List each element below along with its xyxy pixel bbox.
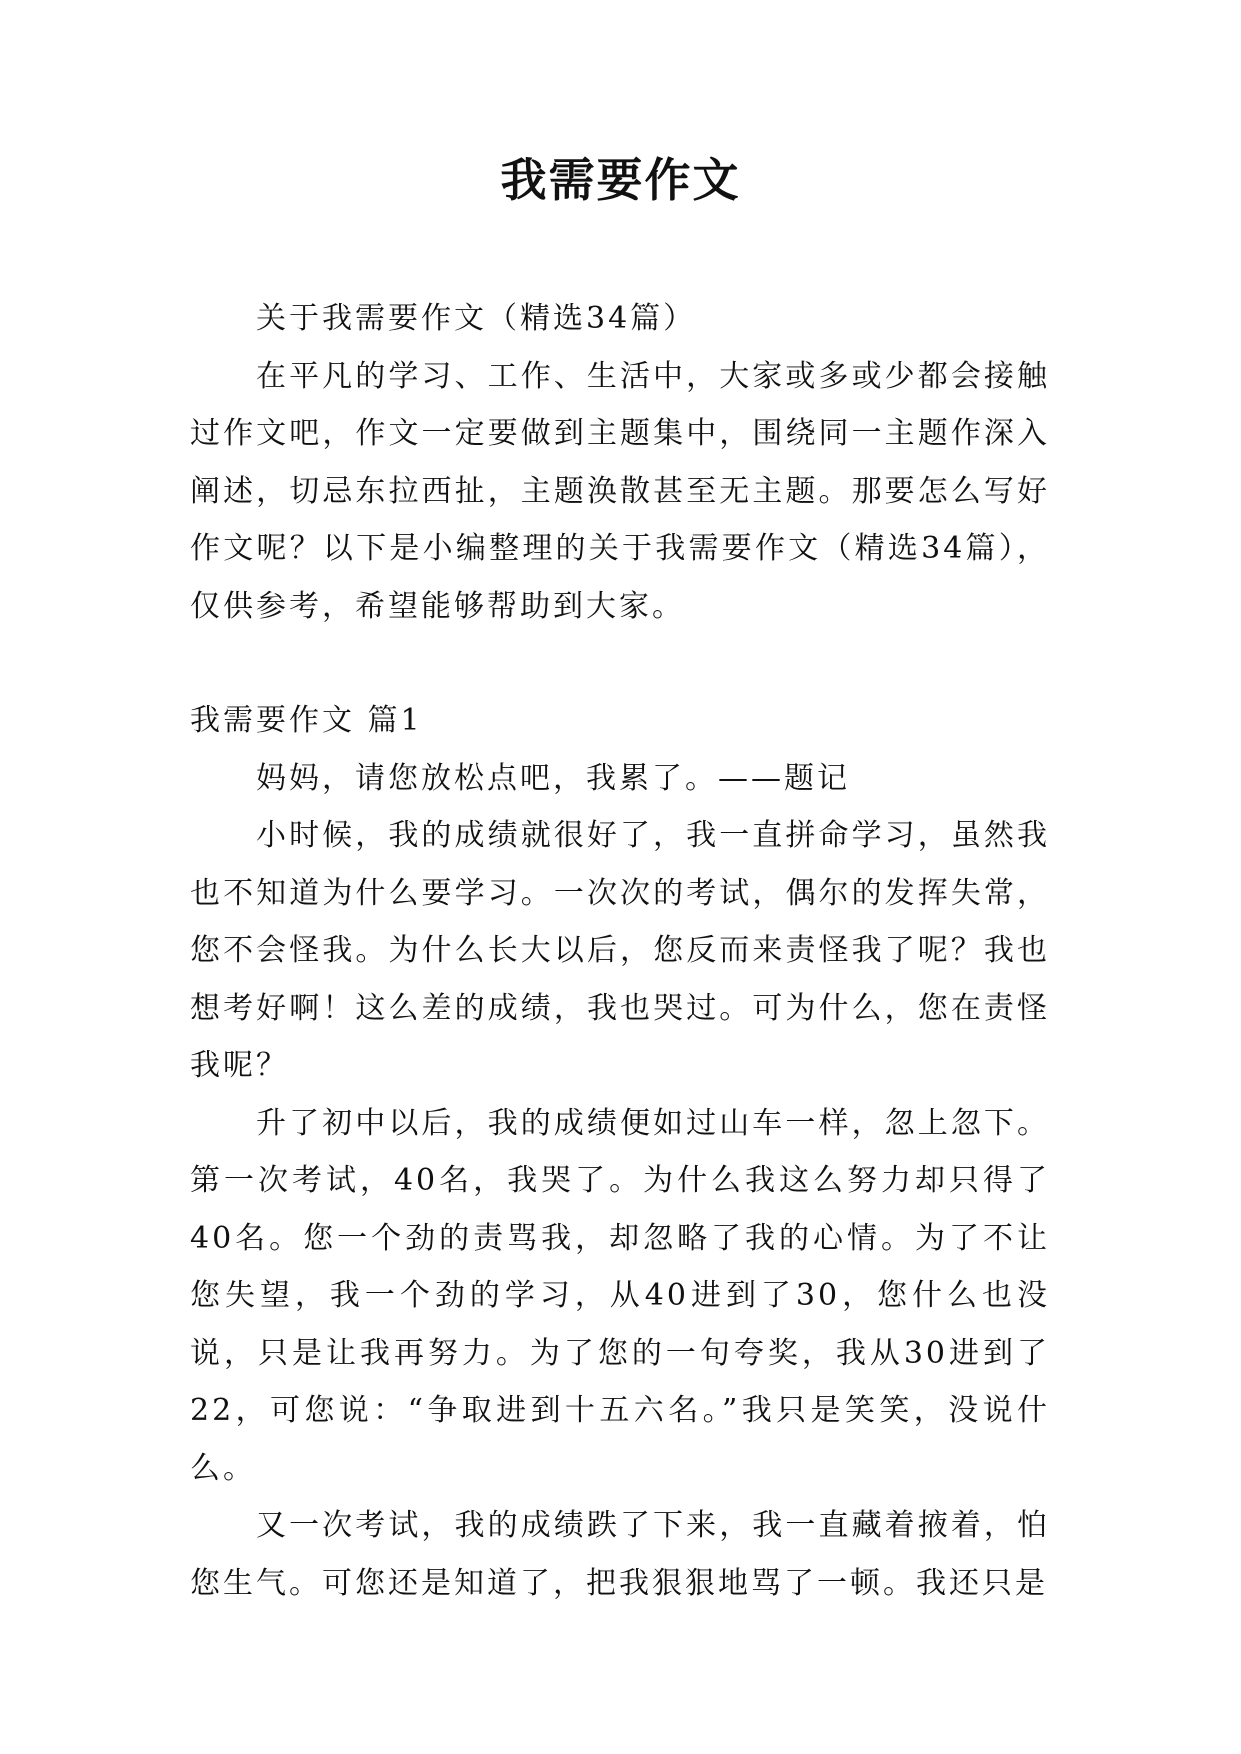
document-title: 我需要作文 [500,153,741,207]
section-spacer [190,635,1050,692]
section-heading: 我需要作文 篇1 [190,703,423,738]
document-body [190,290,1050,1612]
section-paragraph: 小时候，我的成绩就很好了，我一直拼命学习，虽然我也不知道为什么要学习。一次次的考试，偶尔的发挥失常，您不会怪我。为什么长大以后，您反而来责怪我了呢？我也想考好啊！这么差的成绩，我也哭过。可为什么，您在责怪我呢？ [190,818,1050,1083]
intro-subtitle: 关于我需要作文（精选34篇） [256,301,697,336]
intro-paragraph: 在平凡的学习、工作、生活中，大家或多或少都会接触过作文吧，作文一定要做到主题集中，围绕同一主题作深入阐述，切忌东拉西扯，主题涣散甚至无主题。那要怎么写好作文呢？以下是小编整理的关于我需要作文（精选34篇），仅供参考，希望能够帮助到大家。 [190,358,1050,624]
section-paragraph: 升了初中以后，我的成绩便如过山车一样，忽上忽下。第一次考试，40名，我哭了。为什么我这么努力却只得了40名。您一个劲的责骂我，却忽略了我的心情。为了不让您失望，我一个劲的学习，从40进到了30，您什么也没说，只是让我再努力。为了您的一句夸奖，我从30进到了22，可您说：“争取进到十五六名。”我只是笑笑，没说什么。 [190,1105,1050,1486]
section-paragraph: 又一次考试，我的成绩跌了下来，我一直藏着掖着，怕您生气。可您还是知道了，把我狠狠地骂了一顿。我还只是 [190,1508,1050,1601]
section-paragraph: 妈妈，请您放松点吧，我累了。——题记 [256,760,850,796]
